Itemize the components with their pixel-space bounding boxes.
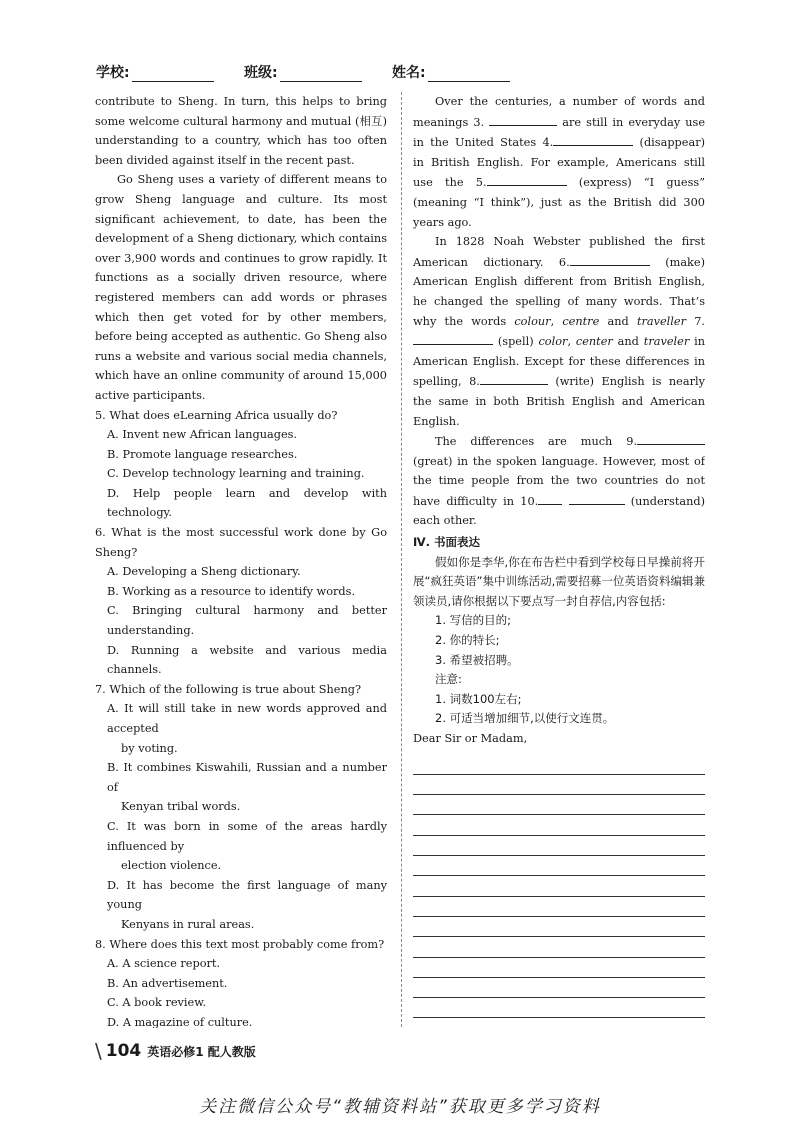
text: and	[617, 335, 639, 349]
watermark-text: 关注微信公众号“教辅资料站”获取更多学习资料	[199, 1097, 601, 1117]
text: (write) English is nearly the same in both British English and American English.	[413, 375, 705, 428]
question-7: 7. Which of the following is true about Sheng?	[95, 682, 362, 696]
option-text: by voting.	[121, 741, 178, 755]
grammar-paragraph	[413, 431, 705, 531]
q7-option-c[interactable]	[95, 817, 387, 876]
passage-paragraph: Go Sheng uses a variety of different means to grow Sheng language and culture. Its most significant achievement, to date, has been the development of a Sheng dictionary, which contains over 3,900 words and continues to grow rapidly. It functions as a socially driven resource, where registered members can add words or phrases which then get voted for by other members, before being accepted as authentic. Go Sheng also runs a website and various social media channels, which have an online community of around 15,000 active participants.	[95, 173, 387, 402]
page-number: 104	[105, 1041, 142, 1061]
note-label: 注意:	[435, 672, 462, 687]
q8-option-a[interactable]: A. A science report.	[107, 957, 221, 971]
writing-line[interactable]	[413, 795, 705, 815]
option-text: A. It will still take in new words approved and accepted	[107, 702, 387, 735]
writing-line[interactable]	[413, 917, 705, 937]
text: 7.	[694, 314, 705, 328]
class-label: 班级:	[244, 65, 278, 81]
text: are still in everyday use in the United States 4.	[413, 115, 705, 150]
writing-line[interactable]	[413, 897, 705, 917]
writing-prompt: 假如你是李华,你在布告栏中看到学校每日早操前将开展“疯狂英语”集中训练活动,需要招募一位英语资料编辑兼领读员,请你根据以下要点写一封自荐信,内容包括:	[413, 554, 705, 608]
blank-8[interactable]	[480, 371, 548, 385]
text: Over the centuries, a number of words and meanings 3.	[413, 95, 705, 129]
text: (great) in the spoken language. However, most of the time people from the two countries do not have difficulty in 10.	[413, 454, 705, 508]
q8-option-d[interactable]: D. A magazine of culture.	[107, 1015, 253, 1028]
point-1: 1. 写信的目的;	[435, 613, 512, 628]
text: (make) American English different from British English, he changed the spelling of many words. That’s why the words	[413, 255, 705, 328]
q7-option-d[interactable]	[95, 876, 387, 935]
name-field	[392, 62, 510, 82]
option-text: D. It has become the first language of many young	[107, 878, 387, 912]
passage-paragraph: contribute to Sheng. In turn, this helps to bring some welcome cultural harmony and mutual (相互) understanding to a country, which has too often been divided against itself in the recent past.	[95, 95, 387, 167]
q8-option-b[interactable]: B. An advertisement.	[107, 976, 228, 990]
blank-10[interactable]	[538, 491, 562, 505]
option-text: C. It was born in some of the areas hardly influenced by	[107, 819, 387, 853]
writing-line[interactable]	[413, 856, 705, 876]
text: traveller	[636, 314, 686, 328]
question-6: 6. What is the most successful work done by Go Sheng?	[95, 526, 387, 559]
writing-line[interactable]	[413, 937, 705, 957]
writing-area[interactable]	[413, 755, 705, 1019]
blank-6[interactable]	[570, 252, 650, 266]
text: center	[575, 335, 613, 349]
option-text: Kenyans in rural areas.	[121, 917, 255, 931]
point-2: 2. 你的特长;	[435, 633, 500, 648]
blank-9[interactable]	[637, 431, 705, 445]
q7-option-b[interactable]	[95, 758, 387, 817]
note-2: 2. 可适当增加细节,以使行文连贯。	[435, 711, 615, 726]
writing-line[interactable]	[413, 978, 705, 998]
text: (disappear) in British English. For example, Americans still use the 5.	[413, 136, 705, 190]
option-text: B. It combines Kiswahili, Russian and a number of	[107, 761, 387, 794]
q6-option-a[interactable]: A. Developing a Sheng dictionary.	[107, 565, 301, 579]
class-blank[interactable]	[280, 67, 362, 82]
note-1: 1. 词数100左右;	[435, 691, 522, 706]
school-label: 学校:	[96, 65, 130, 81]
section-4-heading: Ⅳ. 书面表达	[413, 535, 481, 550]
student-info-header	[96, 62, 716, 84]
letter-greeting: Dear Sir or Madam,	[413, 732, 528, 745]
q7-option-a[interactable]	[95, 699, 387, 758]
q6-option-c[interactable]: C. Bringing cultural harmony and better understanding.	[107, 604, 387, 638]
text: centre	[562, 314, 600, 328]
school-blank[interactable]	[132, 67, 214, 82]
question-5: 5. What does eLearning Africa usually do?	[95, 408, 338, 422]
name-label: 姓名:	[392, 65, 426, 81]
blank-10-cont[interactable]	[569, 491, 625, 505]
q6-option-d[interactable]: D. Running a website and various media channels.	[107, 643, 387, 677]
text: and	[607, 314, 629, 328]
text: (express) “I guess” (meaning “I think”), just as the British did 300 years ago.	[413, 176, 705, 229]
q5-option-c[interactable]: C. Develop technology learning and training.	[107, 467, 365, 481]
column-divider	[401, 92, 402, 1027]
writing-line[interactable]	[413, 998, 705, 1018]
q8-option-c[interactable]: C. A book review.	[107, 996, 207, 1010]
q6-option-b[interactable]: B. Working as a resource to identify words.	[107, 584, 356, 598]
writing-line[interactable]	[413, 836, 705, 856]
letter-closing	[413, 1026, 705, 1028]
class-field	[244, 62, 362, 82]
point-3: 3. 希望被招聘。	[435, 652, 519, 667]
text: traveler	[643, 335, 690, 349]
blank-7[interactable]	[413, 331, 493, 345]
option-text: election violence.	[121, 859, 222, 873]
writing-line[interactable]	[413, 876, 705, 896]
blank-5[interactable]	[487, 172, 567, 186]
text: color	[538, 335, 568, 349]
text: The differences are much 9.	[435, 435, 637, 449]
school-field	[96, 62, 214, 82]
left-column	[95, 92, 387, 1028]
text: (spell)	[497, 335, 534, 349]
blank-3[interactable]	[489, 112, 557, 126]
book-title: 英语必修1 配人教版	[147, 1044, 256, 1059]
footer-slash: \	[95, 1039, 102, 1063]
grammar-paragraph	[413, 92, 705, 232]
writing-line[interactable]	[413, 755, 705, 775]
writing-line[interactable]	[413, 815, 705, 835]
page-footer	[95, 1040, 256, 1062]
text: colour	[514, 314, 551, 328]
text: In 1828 Noah Webster published the first American dictionary. 6.	[413, 235, 705, 269]
option-text: Kenyan tribal words.	[121, 800, 241, 814]
q5-option-b[interactable]: B. Promote language researches.	[107, 447, 298, 461]
grammar-paragraph: In 1828 Noah Webster published the first American dictionary. 6. (make) American English different from British English, he changed the spelling of many words. That’s why the words colour, centre and traveller 7. (spell) color, center and traveler in American English. Except for these differences in spelling, 8. (write) English is nearly the same in both British English and American English.	[413, 235, 705, 428]
blank-4[interactable]	[553, 132, 633, 146]
text: (understand) each other.	[413, 494, 705, 528]
question-8: 8. Where does this text most probably come from?	[95, 937, 385, 951]
q5-option-d[interactable]: D. Help people learn and develop with technology.	[107, 486, 387, 520]
q5-option-a[interactable]: A. Invent new African languages.	[107, 428, 298, 442]
right-column	[413, 92, 705, 1028]
name-blank[interactable]	[428, 67, 510, 82]
writing-line[interactable]	[413, 958, 705, 978]
text: in American English. Except for these differences in spelling, 8.	[413, 335, 705, 389]
writing-line[interactable]	[413, 775, 705, 795]
